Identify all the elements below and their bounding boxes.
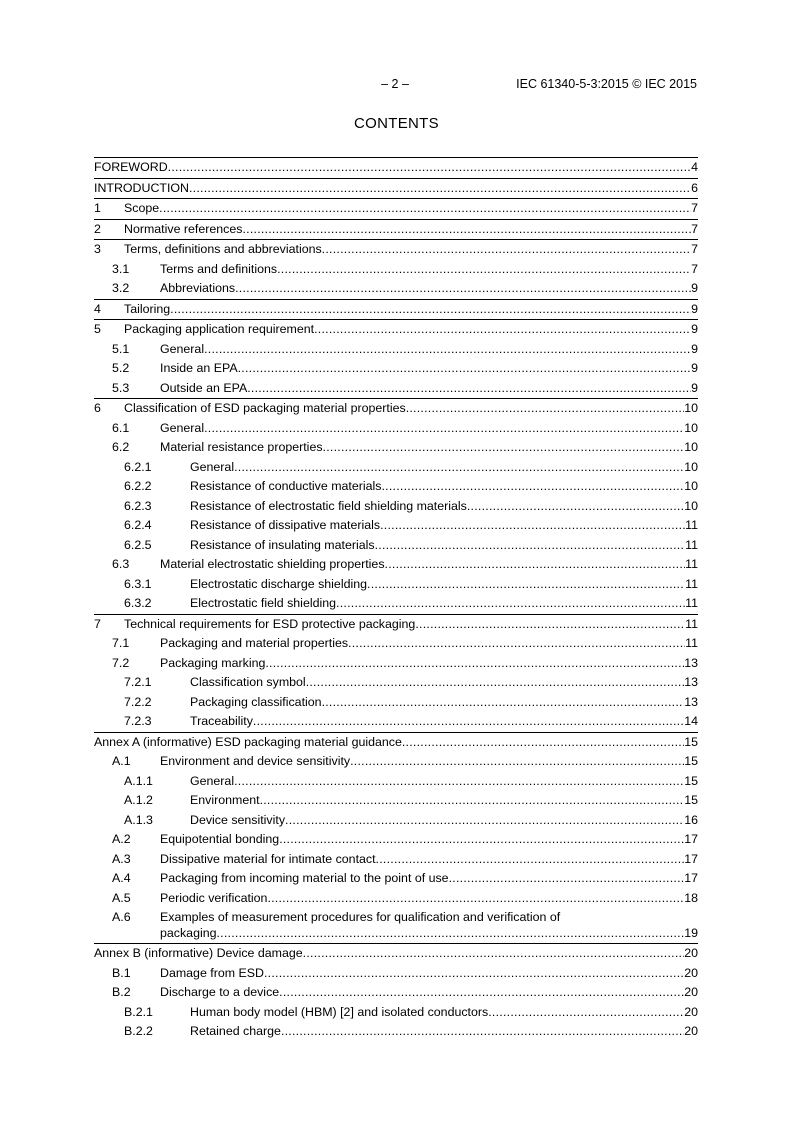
dot-leader — [204, 342, 691, 356]
dot-leader — [402, 735, 684, 749]
dot-leader — [406, 401, 685, 415]
toc-entry[interactable] — [94, 279, 698, 299]
toc-entry-page: 9 — [691, 281, 698, 295]
toc-entry-title: Environment and device sensitivity — [160, 754, 351, 768]
toc-entry[interactable] — [94, 850, 698, 870]
toc-entry-page: 17 — [684, 832, 698, 846]
toc-entry[interactable] — [94, 908, 698, 943]
toc-entry[interactable] — [94, 340, 698, 360]
toc-entry[interactable] — [94, 359, 698, 379]
toc-entry-title: Packaging marking — [160, 655, 266, 670]
toc-entry-page: 7 — [691, 201, 698, 215]
toc-entry-number: A.1.3 — [124, 812, 153, 827]
toc-entry-title: Terms and definitions — [160, 261, 278, 276]
toc-entry-title: Packaging from incoming material to the point of use — [160, 871, 449, 885]
toc-entry-page: 13 — [684, 675, 698, 689]
toc-entry-title: Terms, definitions and abbreviations — [124, 242, 322, 256]
toc-entry-page: 11 — [685, 557, 698, 571]
toc-entry-page: 4 — [691, 160, 698, 174]
toc-entry-number: A.1 — [112, 754, 131, 768]
dot-leader — [350, 754, 684, 768]
toc-entry-number: A.1.1 — [124, 773, 153, 788]
toc-entry-number: 1 — [94, 201, 101, 215]
toc-entry[interactable] — [94, 398, 698, 419]
toc-entry[interactable] — [94, 260, 698, 280]
toc-entry-title: Resistance of insulating materials — [190, 537, 375, 552]
toc-entry-page: 13 — [684, 655, 698, 670]
dot-leader — [285, 813, 684, 827]
toc-entry-title: Device sensitivity — [190, 812, 286, 827]
toc-entry[interactable] — [94, 693, 698, 713]
dot-leader — [204, 421, 684, 435]
toc-entry[interactable] — [94, 654, 698, 674]
toc-entry-title: Human body model (HBM) [2] and isolated conductors — [190, 1004, 489, 1019]
toc-entry-title: Scope — [124, 201, 160, 215]
toc-entry[interactable] — [94, 752, 698, 772]
toc-entry-title: Damage from ESD — [160, 965, 264, 980]
toc-entry[interactable] — [94, 319, 698, 340]
toc-entry-title: Material electrostatic shielding properties — [160, 557, 385, 571]
toc-entry-page: 20 — [684, 985, 698, 999]
toc-entry-number: 7.2.3 — [124, 714, 152, 728]
toc-entry-title: Resistance of electrostatic field shielding materials — [190, 498, 467, 513]
toc-entry-number: 6.2.5 — [124, 537, 152, 552]
toc-entry-number: 6.2.4 — [124, 518, 152, 532]
toc-entry-number: 6.2.3 — [124, 498, 152, 513]
toc-entry-title: Retained charge — [190, 1024, 281, 1038]
toc-entry-page: 10 — [684, 498, 698, 513]
toc-entry-page: 11 — [685, 616, 698, 631]
toc-entry-title: Electrostatic discharge shielding — [190, 576, 368, 591]
dot-leader — [488, 1005, 684, 1019]
dot-leader — [380, 518, 685, 532]
toc-entry-number: B.2 — [112, 985, 131, 999]
toc-entry-page: 11 — [685, 576, 698, 591]
toc-entry-page: 10 — [684, 420, 698, 435]
toc-entry-number: 7.1 — [112, 636, 130, 650]
toc-entry-title: Technical requirements for ESD protective packaging — [124, 616, 416, 631]
toc-entry[interactable] — [94, 983, 698, 1003]
dot-leader — [322, 242, 691, 256]
toc-entry-page: 7 — [691, 261, 698, 276]
toc-entry-number: 6.2 — [112, 440, 130, 454]
toc-entry-title: Outside an EPA — [160, 380, 248, 395]
dot-leader — [348, 636, 685, 650]
toc-entry-title: Examples of measurement procedures for qualification and verification of — [160, 910, 561, 924]
toc-entry-page: 7 — [691, 221, 698, 236]
toc-entry-number: B.2.2 — [124, 1024, 153, 1038]
toc-entry-number: 7.2.1 — [124, 675, 152, 689]
toc-entry-title: Resistance of conductive materials — [190, 479, 382, 493]
toc-entry[interactable] — [94, 614, 698, 635]
toc-entry[interactable] — [94, 634, 698, 654]
toc-entry-page: 20 — [684, 965, 698, 980]
dot-leader — [242, 222, 691, 236]
toc-entry-title: Annex B (informative) Device damage — [94, 946, 303, 960]
toc-entry-title-continued: packaging — [160, 926, 217, 940]
toc-entry[interactable] — [94, 791, 698, 811]
dot-leader — [279, 832, 684, 846]
toc-entry-number: A.2 — [112, 832, 131, 846]
toc-entry-title: Normative references — [124, 221, 243, 236]
toc-entry-number: 3 — [94, 242, 101, 256]
toc-entry-title: Abbreviations — [160, 281, 236, 295]
toc-entry-number: A.3 — [112, 851, 131, 866]
toc-entry-title: Tailoring — [124, 301, 171, 316]
toc-entry-number: A.1.2 — [124, 793, 153, 807]
toc-entry-page: 10 — [684, 459, 698, 474]
toc-entry-page: 11 — [685, 636, 698, 650]
dot-leader — [322, 695, 685, 709]
dot-leader — [264, 966, 684, 980]
toc-entry[interactable] — [94, 379, 698, 399]
toc-entry-page: 10 — [684, 479, 698, 493]
toc-entry[interactable] — [94, 219, 698, 240]
toc-entry-number: A.5 — [112, 890, 131, 905]
toc-entry-number: 4 — [94, 301, 101, 316]
toc-entry-number: 6.1 — [112, 420, 130, 435]
toc-entry[interactable] — [94, 575, 698, 595]
dot-leader — [189, 181, 691, 195]
toc-entry-number: 7 — [94, 616, 101, 631]
toc-entry-title: Resistance of dissipative materials — [190, 518, 381, 532]
toc-entry-title: Packaging application requirement — [124, 322, 315, 336]
toc-entry-page: 9 — [691, 301, 698, 316]
toc-entry[interactable] — [94, 299, 698, 320]
toc-entry-page: 17 — [684, 871, 698, 885]
toc-entry-number: 6.3.1 — [124, 576, 152, 591]
dot-leader — [277, 262, 691, 276]
toc-entry[interactable] — [94, 830, 698, 850]
toc-entry-page: 18 — [684, 890, 698, 905]
toc-entry-number: 5 — [94, 322, 101, 336]
contents-title: CONTENTS — [354, 115, 439, 132]
toc-entry-title: Classification symbol — [190, 675, 306, 689]
toc-entry-page: 17 — [684, 851, 698, 866]
dot-leader — [303, 946, 685, 960]
toc-entry-title: Dissipative material for intimate contact — [160, 851, 376, 866]
toc-entry-number: 6.3 — [112, 557, 130, 571]
dot-leader — [279, 985, 684, 999]
toc-entry[interactable] — [94, 889, 698, 909]
toc-entry-number: 6.3.2 — [124, 596, 152, 610]
toc-entry[interactable] — [94, 458, 698, 478]
toc-entry-page: 15 — [684, 754, 698, 768]
toc-entry-page: 14 — [684, 714, 698, 728]
dot-leader — [323, 440, 685, 454]
toc-entry-page: 16 — [684, 812, 698, 827]
toc-entry-page: 9 — [691, 380, 698, 395]
toc-entry-page: 11 — [685, 537, 698, 552]
toc-entry-page: 13 — [684, 694, 698, 709]
dot-leader — [265, 656, 684, 670]
toc-entry-page: 9 — [691, 361, 698, 375]
toc-entry-number: 3.2 — [112, 281, 130, 295]
dot-leader — [467, 499, 684, 513]
toc-entry[interactable] — [94, 555, 698, 575]
toc-entry-page: 6 — [691, 180, 698, 195]
toc-entry-title: Material resistance properties — [160, 440, 323, 454]
toc-entry[interactable] — [94, 943, 698, 964]
toc-entry-number: 6.2.1 — [124, 459, 152, 474]
toc-entry[interactable] — [94, 516, 698, 536]
dot-leader — [267, 891, 684, 905]
toc-entry-page: 7 — [691, 242, 698, 256]
dot-leader — [375, 538, 686, 552]
toc-entry[interactable] — [94, 158, 698, 178]
toc-entry-title: Packaging classification — [190, 694, 322, 709]
toc-entry-title: Inside an EPA — [160, 361, 238, 375]
toc-entry-number: 5.1 — [112, 341, 130, 356]
toc-entry-title: Packaging and material properties — [160, 636, 349, 650]
toc-entry-number: B.1 — [112, 965, 131, 980]
standard-reference: IEC 61340-5-3:2015 © IEC 2015 — [516, 77, 697, 91]
toc-entry-title: Classification of ESD packaging material properties — [124, 401, 406, 415]
toc-entry-number: 7.2.2 — [124, 694, 152, 709]
dot-leader — [336, 596, 685, 610]
toc-entry-title: Annex A (informative) ESD packaging material guidance — [94, 734, 402, 749]
dot-leader — [234, 460, 684, 474]
toc-entry-page: 9 — [691, 341, 698, 356]
toc-entry-page: 15 — [684, 793, 698, 807]
toc-entry-number: A.6 — [112, 910, 131, 924]
toc-entry-page: 11 — [685, 596, 698, 610]
dot-leader — [281, 1024, 684, 1038]
toc-entry-number: A.4 — [112, 871, 131, 885]
toc-entry[interactable] — [94, 536, 698, 556]
toc-entry[interactable] — [94, 438, 698, 458]
toc-entry-title: General — [190, 459, 235, 474]
toc-entry-title: Discharge to a device — [160, 985, 280, 999]
dot-leader — [415, 617, 685, 631]
dot-leader — [367, 577, 685, 591]
dot-leader — [385, 557, 686, 571]
toc-entry-title: FOREWORD — [94, 160, 168, 174]
toc-entry-number: 2 — [94, 221, 101, 236]
toc-entry[interactable] — [94, 239, 698, 260]
toc-entry[interactable] — [94, 1022, 698, 1042]
dot-leader — [376, 852, 685, 866]
toc-entry[interactable] — [94, 178, 698, 199]
toc-entry-page: 20 — [684, 946, 698, 960]
toc-entry-number: 6 — [94, 401, 101, 415]
toc-entry-page: 15 — [684, 773, 698, 788]
dot-leader — [170, 302, 691, 316]
dot-leader — [314, 322, 691, 336]
toc-entry[interactable] — [94, 869, 698, 889]
toc-entry-page: 10 — [684, 440, 698, 454]
toc-entry[interactable] — [94, 1003, 698, 1023]
dot-leader — [238, 361, 691, 375]
toc-entry-title: Environment — [190, 793, 260, 807]
toc-entry-number: 7.2 — [112, 655, 130, 670]
dot-leader — [168, 160, 691, 174]
toc-entry-number: 3.1 — [112, 261, 130, 276]
toc-entry[interactable] — [94, 964, 698, 984]
toc-entry[interactable] — [94, 198, 698, 219]
toc-entry-title: General — [160, 420, 205, 435]
toc-entry-page: 10 — [684, 401, 698, 415]
page-number: – 2 – — [381, 77, 409, 91]
toc-entry-page: 20 — [684, 1024, 698, 1038]
toc-entry[interactable] — [94, 594, 698, 614]
toc-entry-page: 19 — [684, 926, 698, 940]
toc-entry-number: 5.3 — [112, 380, 130, 395]
toc-entry-number: 5.2 — [112, 361, 130, 375]
dot-leader — [260, 793, 685, 807]
dot-leader — [234, 774, 684, 788]
dot-leader — [306, 675, 685, 689]
toc-entry-page: 9 — [691, 322, 698, 336]
toc-entry-page: 20 — [684, 1004, 698, 1019]
dot-leader — [381, 479, 684, 493]
dot-leader — [217, 926, 685, 940]
toc-entry-title: General — [190, 773, 235, 788]
toc-entry-title: INTRODUCTION — [94, 180, 189, 195]
toc-entry[interactable] — [94, 811, 698, 831]
toc-entry-title: Equipotential bonding — [160, 832, 280, 846]
toc-entry-page: 11 — [685, 518, 698, 532]
toc-entry-title: General — [160, 341, 205, 356]
toc-entry-number: 6.2.2 — [124, 479, 152, 493]
toc-entry-title: Periodic verification — [160, 890, 268, 905]
dot-leader — [247, 381, 691, 395]
toc-entry-page: 15 — [684, 734, 698, 749]
dot-leader — [235, 281, 691, 295]
toc-entry-number: B.2.1 — [124, 1004, 153, 1019]
toc-entry[interactable] — [94, 732, 698, 753]
toc-entry[interactable] — [94, 772, 698, 792]
table-of-contents — [94, 157, 698, 1042]
toc-entry[interactable] — [94, 712, 698, 732]
toc-entry-title: Traceability — [190, 714, 253, 728]
toc-entry[interactable] — [94, 497, 698, 517]
toc-entry-title: Electrostatic field shielding — [190, 596, 337, 610]
dot-leader — [253, 714, 684, 728]
toc-entry[interactable] — [94, 477, 698, 497]
dot-leader — [449, 871, 685, 885]
toc-entry[interactable] — [94, 673, 698, 693]
toc-entry[interactable] — [94, 419, 698, 439]
dot-leader — [159, 201, 691, 215]
